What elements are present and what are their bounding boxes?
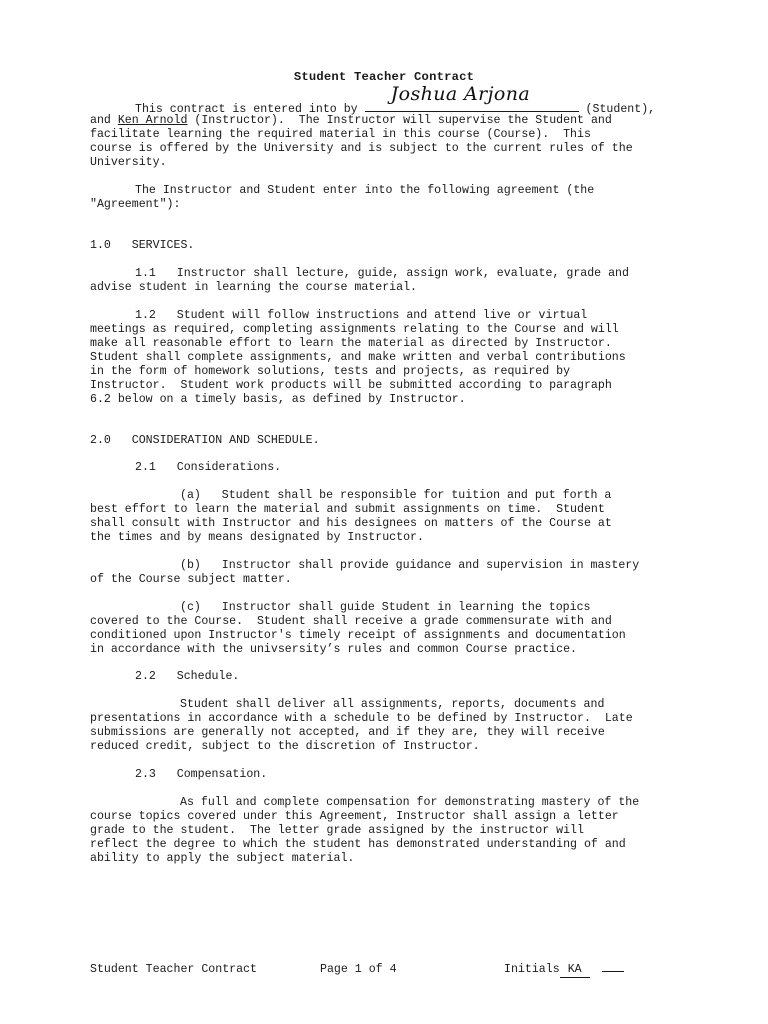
section-1-heading: 1.0 SERVICES.	[90, 239, 195, 252]
section-2-1-b: (b) Instructor shall provide guidance and supervision in mastery of the Course subject matter.	[90, 559, 640, 586]
section-2-2-heading: 2.2 Schedule.	[135, 670, 240, 683]
intro-line-2	[90, 114, 612, 128]
student-initials-field	[602, 971, 624, 972]
section-2-3-body: As full and complete compensation for demonstrating mastery of the course topics covered under this Agreement, Instructor shall assign a letter grade to the student. The letter grade assigned by the instructor will reflect the degree to which the student has demonstrated understanding of and ability to apply the subject material.	[90, 796, 640, 865]
document-title: Student Teacher Contract	[293, 70, 475, 84]
instructor-name: Ken Arnold	[117, 114, 188, 127]
section-2-3-heading: 2.3 Compensation.	[135, 768, 268, 781]
section-2-1-heading: 2.1 Considerations.	[135, 461, 282, 474]
initials-label: Initials	[504, 963, 560, 976]
student-signature-field	[365, 83, 579, 112]
instructor-initials-field: KA	[560, 963, 590, 978]
footer-initials	[504, 963, 624, 978]
section-2-1-c: (c) Instructor shall guide Student in learning the topics covered to the Course. Student shall receive a grade commensurate with and conditioned upon Instructor's timely receipt of assignments and documentation in accordance with the univsersity’s rules and common Course practice.	[90, 601, 626, 656]
intro-rest: facilitate learning the required material in this course (Course). This course is offered by the University and is subject to the current rules of the University.	[90, 128, 633, 169]
section-1-2: 1.2 Student will follow instructions and attend live or virtual meetings as required, completing assignments relating to the Course and will make all reasonable effort to learn the material as directed by Instructor. Student shall complete assignments, and make written and verbal contributions in the form of homework solutions, tests and projects, as required by Instructor. Student work products will be submitted according to paragraph 6.2 below on a timely basis, as defined by Instructor.	[90, 309, 626, 406]
agreement-paragraph: The Instructor and Student enter into the following agreement (the "Agreement"):	[90, 184, 595, 211]
section-2-1-a: (a) Student shall be responsible for tuition and put forth a best effort to learn the material and submit assignments on time. Student shall consult with Instructor and his designees on matters of the Course at the times and by means designated by Instructor.	[90, 489, 612, 544]
footer-page-number: Page 1 of 4	[320, 963, 397, 976]
intro-student-suffix: (Student),	[578, 103, 656, 116]
intro-line2-prefix: and	[90, 114, 118, 127]
intro-lead: This contract is entered into by	[135, 103, 365, 116]
student-signature: Joshua Arjona	[390, 83, 531, 105]
section-1-1: 1.1 Instructor shall lecture, guide, assign work, evaluate, grade and advise student in learning the course material.	[90, 267, 629, 294]
intro-line2-rest: (Instructor). The Instructor will supervise the Student and	[187, 114, 612, 127]
section-2-heading: 2.0 CONSIDERATION AND SCHEDULE.	[90, 434, 320, 447]
footer-document-name: Student Teacher Contract	[90, 963, 257, 976]
section-2-2-body: Student shall deliver all assignments, reports, documents and presentations in accordance with a schedule to be defined by Instructor. Late submissions are generally not accepted, and if they are, they will receive reduced credit, subject to the discretion of Instructor.	[90, 698, 633, 753]
